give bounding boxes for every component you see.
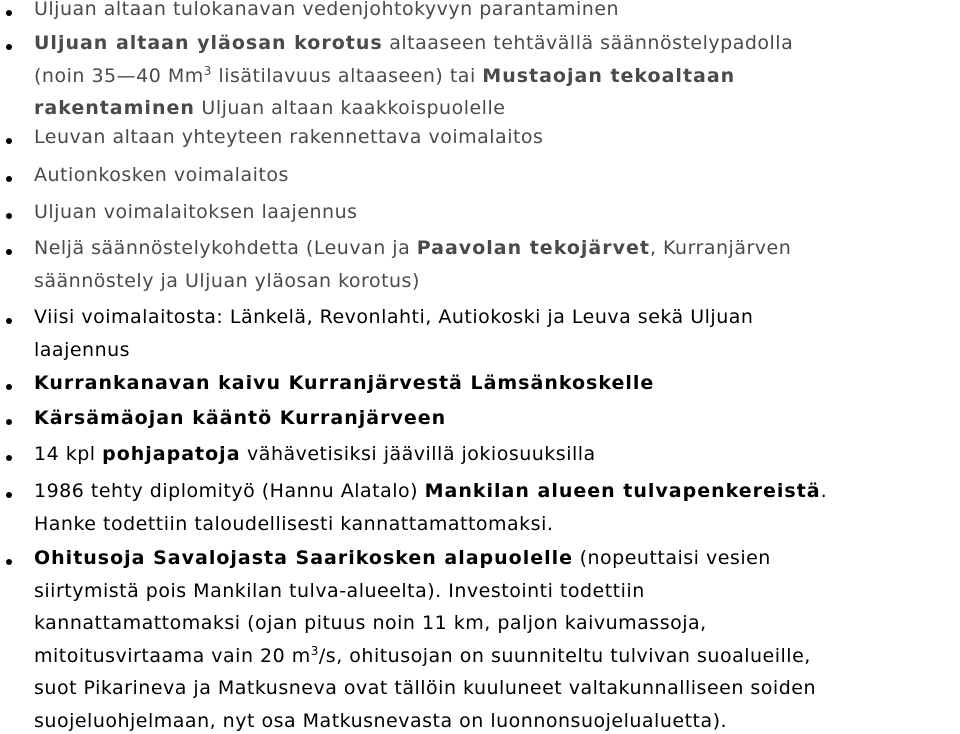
text-segment: (nopeuttaisi vesien [573,547,771,569]
text-segment: , Kurranjärven [649,237,792,259]
text-segment: Uljuan altaan tulokanavan vedenjohtokyvyn parantaminen [34,0,620,20]
bullet-text-line [34,545,771,571]
bullet-text-line [34,643,811,669]
text-segment: Uljuan voimalaitoksen laajennus [34,201,358,223]
bullet-text-line [34,578,645,604]
bullet-text-line [34,337,130,363]
bullet-dot-icon [6,249,12,255]
text-segment: altaaseen tehtävällä säännöstelypadolla [382,32,794,54]
bullet-text-line [34,30,793,56]
bullet-text-line [34,235,791,261]
text-segment: Uljuan altaan kaakkoispuolelle [194,97,506,119]
text-segment: kannattamattomaksi (ojan pituus noin 11 km, paljon kaivumassoja, [34,612,707,634]
text-segment: laajennus [34,338,131,361]
bullet-dot-icon [6,559,12,565]
text-segment: (noin 35—40 Mm [34,64,204,87]
text-segment: 1986 tehty diplomityö (Hannu Alatalo) [34,480,425,502]
bullet-dot-icon [6,138,12,144]
bold-text: Mankilan alueen tulvapenkereistä [424,480,821,502]
bullet-dot-icon [6,318,12,324]
bullet-dot-icon [6,419,12,425]
text-segment: vähävetisiksi jäävillä jokiosuuksilla [240,443,596,465]
bullet-text-line [34,675,816,701]
text-segment: Viisi voimalaitosta: Länkelä, Revonlahti, Autiokoski ja Leuva sekä Uljuan [34,306,754,328]
bullet-dot-icon [6,455,12,461]
bullet-dot-icon [6,44,12,50]
bold-text: pohjapatoja [102,443,241,465]
bold-text: Kurrankanavan kaivu Kurranjärvestä Lämsänkoskelle [34,372,655,394]
bullet-dot-icon [6,176,12,182]
text-segment: Hanke todettiin taloudellisesti kannattamattomaksi. [34,512,554,535]
bullet-dot-icon [6,492,12,498]
bullet-text-line [34,478,827,504]
bullet-text-line [34,511,553,537]
bullet-text-line [34,268,420,294]
bullet-text-line [34,63,735,89]
bullet-dot-icon [6,384,12,390]
text-segment: lisätilavuus altaaseen) tai [211,64,483,87]
superscript-text: 3 [203,63,212,78]
text-segment: Leuvan altaan yhteyteen rakennettava voimalaitos [34,126,544,148]
bullet-text-line [34,441,596,467]
superscript-text: 3 [310,643,319,658]
text-segment: mitoitusvirtaama vain 20 m [34,644,311,667]
bullet-text-line [34,610,707,636]
text-segment: säännöstely ja Uljuan yläosan korotus) [34,269,420,292]
bullet-text-line [34,162,289,188]
text-segment: Neljä säännöstelykohdetta (Leuvan ja [34,237,417,259]
bullet-text-line [34,370,654,396]
text-segment: 14 kpl [34,443,103,465]
bullet-text-line [34,95,505,121]
bold-text: Mustaojan tekoaltaan [482,64,736,87]
bold-text: Kärsämäojan kääntö Kurranjärveen [34,407,447,429]
bullet-text-line [34,304,753,330]
bold-text: Paavolan tekojärvet [416,237,650,259]
text-segment: suojeluohjelmaan, nyt osa Matkusnevasta on luonnonsuojelualuetta). [34,709,728,732]
text-segment: /s, ohitusojan on suunniteltu tulvivan suoalueille, [318,644,811,667]
bullet-dot-icon [6,10,12,16]
bullet-text-line [34,124,543,150]
bullet-text-line [34,199,358,225]
bold-text: rakentaminen [34,97,195,119]
text-segment: siirtymistä pois Mankilan tulva-alueelta). Investointi todettiin [34,579,645,602]
bold-text: Uljuan altaan yläosan korotus [34,32,383,54]
bullet-text-line [34,708,727,734]
bullet-dot-icon [6,213,12,219]
text-segment: suot Pikarineva ja Matkusneva ovat tällöin kuuluneet valtakunnalliseen soiden [34,677,817,699]
bullet-text-line [34,0,619,22]
text-segment: . [820,480,828,502]
bold-text: Ohitusoja Savalojasta Saarikosken alapuolelle [34,547,574,569]
text-segment: Autionkosken voimalaitos [34,164,289,186]
bullet-text-line [34,405,446,431]
